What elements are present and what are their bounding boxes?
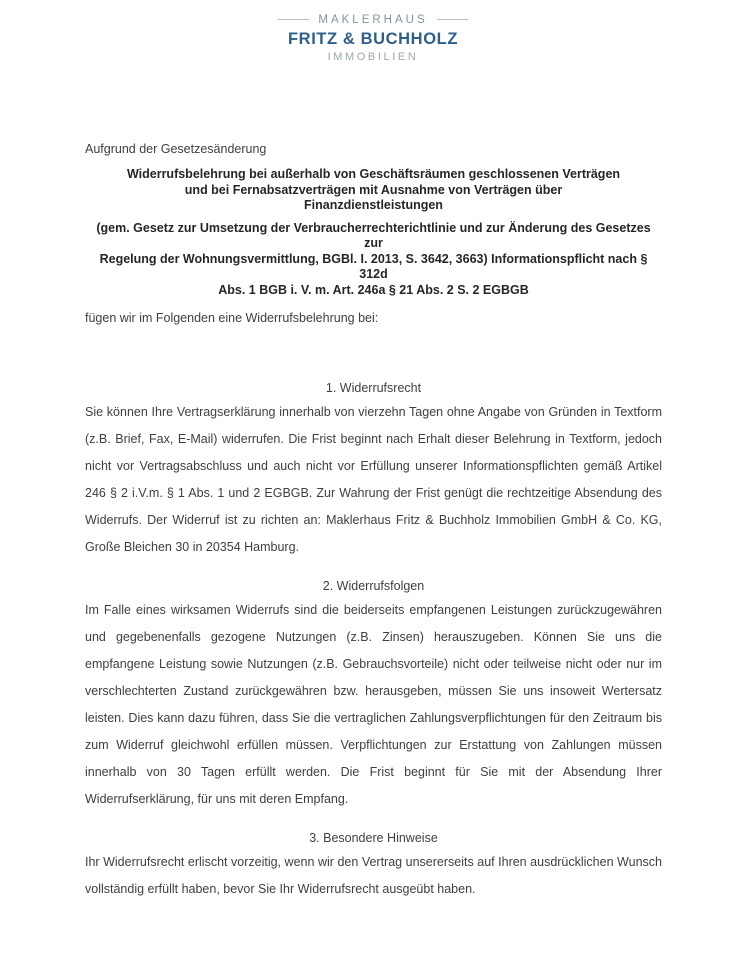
logo-wordmark-top [0,12,746,27]
logo-dash-left-icon [278,19,309,20]
section-1-paragraph: Sie können Ihre Vertragserklärung innerhalb von vierzehn Tagen ohne Angabe von Gründen in Textform (z.B. Brief, Fax, E-Mail) widerrufen. Die Frist beginnt nach Erhalt dieser Belehrung in Textform, jedoch nicht vor Vertragsabschluss und auch nicht vor Erfüllung unserer Informationspflichten gemäß Artikel 246 § 2 i.V.m. § 1 Abs. 1 und 2 EGBGB. Zur Wahrung der Frist genügt die rechtzeitige Absendung des Widerrufs. Der Widerruf ist zu richten an: Maklerhaus Fritz & Buchholz Immobilien GmbH & Co. KG, Große Bleichen 30 in 20354 Hamburg. [85,405,662,554]
section-3-paragraph: Ihr Widerrufsrecht erlischt vorzeitig, wenn wir den Vertrag unsererseits auf Ihren ausdrücklichen Wunsch vollständig erfüllt haben, bevor Sie Ihr Widerrufsrecht ausgeübt haben. [85,855,662,896]
title-line-8: Abs. 1 BGB i. V. m. Art. 246a § 21 Abs. 2 S. 2 EGBGB [218,282,529,297]
lead-line: fügen wir im Folgenden eine Widerrufsbelehrung bei: [85,311,379,325]
logo-dash-right-icon [437,19,468,20]
title-line-6: Regelung der Wohnungsvermittlung, BGBl. I. 2013, S. 3642, 3663) Informationspflicht nach § [99,251,648,266]
section-1-heading: 1. Widerrufsrecht [325,381,422,395]
section-2-paragraph: Im Falle eines wirksamen Widerrufs sind die beiderseits empfangenen Leistungen zurückzugewähren und gegebenenfalls gezogene Nutzungen (z.B. Zinsen) herauszugeben. Können Sie uns die empfangene Leistung sowie Nutzungen (z.B. Gebrauchsvorteile) nicht oder teilweise nicht oder nur im verschlechterten Zustand zurückgewähren bzw. herausgeben, müssen Sie uns insoweit Wertersatz leisten. Dies kann dazu führen, dass Sie die vertraglichen Zahlungsverpflichtungen für den Zeitraum bis zum Widerruf gleichwohl erfüllen müssen. Verpflichtungen zur Erstattung von Zahlungen müssen innerhalb von 30 Tagen erfüllt werden. Die Frist beginnt für Sie mit der Absendung Ihrer Widerrufserklärung, für uns mit deren Empfang. [85,603,662,806]
logo-maklerhaus-text: MAKLERHAUS [318,13,428,26]
title-line-3: Finanzdienstleistungen [304,198,443,212]
title-line-5: zur [364,236,383,250]
title-line-1: Widerrufsbelehrung bei außerhalb von Geschäftsräumen geschlossenen Verträgen [126,167,621,181]
document-body [0,141,746,903]
logo-company-name: FRITZ & BUCHHOLZ [288,30,458,48]
company-logo [0,0,746,63]
section-widerrufsfolgen [85,575,662,813]
section-3-heading: 3. Besondere Hinweise [309,831,438,845]
section-2-heading: 2. Widerrufsfolgen [322,579,425,593]
section-widerrufsrecht [85,377,662,561]
title-line-4: (gem. Gesetz zur Umsetzung der Verbraucherrechterichtlinie und zur Änderung des Gesetzes [96,220,651,235]
intro-line: Aufgrund der Gesetzesänderung [85,142,267,156]
title-line-2: und bei Fernabsatzverträgen mit Ausnahme von Verträgen über [184,182,563,197]
logo-subtitle: IMMOBILIEN [327,51,419,63]
document-title [85,167,662,298]
section-besondere-hinweise [85,827,662,903]
title-line-7: 312d [359,267,388,281]
